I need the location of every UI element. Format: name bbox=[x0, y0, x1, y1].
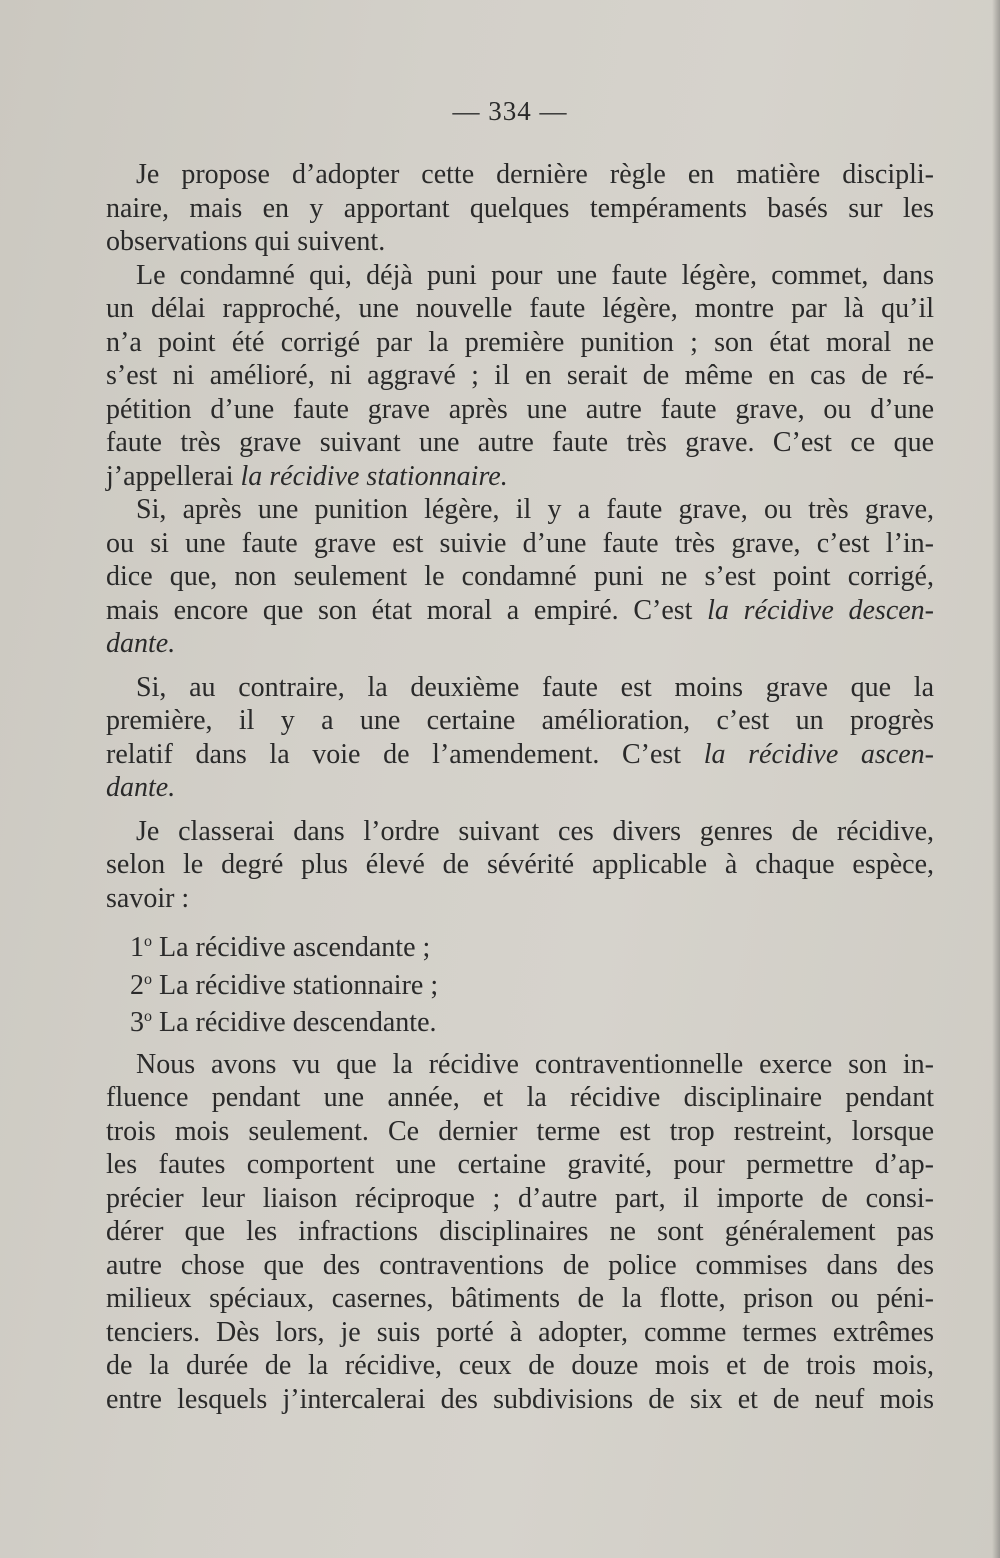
list-ordinal: o bbox=[144, 933, 152, 950]
list-text: La récidive ascendante ; bbox=[152, 932, 431, 963]
text-line: Nous avons vu que la récidive contraventionnelle exerce son in- bbox=[136, 1048, 934, 1080]
numbered-list bbox=[106, 925, 934, 1038]
text-fragment: j’appellerai bbox=[106, 460, 241, 492]
list-ordinal: o bbox=[144, 970, 152, 988]
paragraph-4 bbox=[106, 671, 934, 805]
text-line: précier leur liaison réciproque ; d’autre part, il importe de consi- bbox=[106, 1182, 934, 1214]
list-text: La récidive stationnaire ; bbox=[152, 969, 439, 1001]
paragraph-6 bbox=[106, 1048, 934, 1417]
text-line: première, il y a une certaine amélioration, c’est un progrès bbox=[106, 705, 934, 736]
paragraph-1 bbox=[106, 158, 934, 259]
text-line: tenciers. Dès lors, je suis porté à adopter, comme termes extrêmes bbox=[106, 1316, 934, 1348]
list-item bbox=[106, 963, 934, 1001]
text-line: selon le degré plus élevé de sévérité applicable à chaque espèce, bbox=[106, 849, 934, 880]
text-line: naire, mais en y apportant quelques tempéraments basés sur les bbox=[106, 192, 934, 224]
text-line: pétition d’une faute grave après une autre faute grave, ou d’une bbox=[106, 393, 934, 425]
text-line bbox=[106, 771, 934, 805]
list-number: 2 bbox=[130, 969, 144, 1001]
list-number: 1 bbox=[130, 932, 144, 963]
paragraph-3 bbox=[106, 493, 934, 661]
text-line: Si, après une punition légère, il y a faute grave, ou très grave, bbox=[136, 494, 934, 525]
text-line: Si, au contraire, la deuxième faute est moins grave que la bbox=[136, 671, 934, 703]
text-line: un délai rapproché, une nouvelle faute légère, montre par là qu’il bbox=[106, 293, 934, 324]
paragraph-5 bbox=[106, 815, 934, 916]
text-line: milieux spéciaux, casernes, bâtiments de la flotte, prison ou péni- bbox=[106, 1283, 934, 1314]
italic-term: la récidive ascen- bbox=[703, 738, 934, 770]
paragraph-2 bbox=[106, 259, 934, 494]
list-item bbox=[106, 925, 934, 963]
list-ordinal: o bbox=[144, 1008, 152, 1025]
page-number: — 334 — bbox=[452, 96, 568, 126]
list-item bbox=[106, 1000, 934, 1038]
text-line: ou si une faute grave est suivie d’une faute très grave, c’est l’in- bbox=[106, 527, 934, 559]
text-line: savoir : bbox=[106, 882, 190, 914]
text-line: Je classerai dans l’ordre suivant ces divers genres de récidive, bbox=[136, 815, 934, 847]
text-line: autre chose que des contraventions de police commises dans des bbox=[106, 1249, 934, 1281]
text-line bbox=[106, 738, 934, 772]
paragraph-gap bbox=[106, 915, 934, 925]
list-text: La récidive descendante. bbox=[152, 1007, 437, 1038]
text-line: observations qui suivent. bbox=[106, 226, 386, 257]
italic-term: la récidive stationnaire. bbox=[240, 460, 508, 492]
body-text bbox=[106, 158, 934, 1416]
text-line: s’est ni amélioré, ni aggravé ; il en serait de même en cas de ré- bbox=[106, 360, 934, 391]
text-line: dice que, non seulement le condamné puni ne s’est point corrigé, bbox=[106, 561, 934, 592]
paragraph-gap bbox=[106, 805, 934, 815]
text-line: Le condamné qui, déjà puni pour une faute légère, commet, dans bbox=[136, 259, 934, 291]
text-line bbox=[106, 627, 934, 661]
text-fragment: mais encore que son état moral a empiré. C’est bbox=[106, 594, 708, 626]
page-edge-shadow bbox=[992, 0, 1000, 1558]
text-line: de la durée de la récidive, ceux de douze mois et de trois mois, bbox=[106, 1350, 934, 1381]
text-line: entre lesquels j’intercalerai des subdivisions de six et de neuf mois bbox=[106, 1383, 934, 1415]
text-line: Je propose d’adopter cette dernière règle en matière discipli- bbox=[136, 159, 934, 190]
text-line: n’a point été corrigé par la première punition ; son état moral ne bbox=[106, 326, 934, 358]
list-number: 3 bbox=[130, 1007, 144, 1038]
text-line bbox=[106, 460, 934, 494]
text-line bbox=[106, 594, 934, 628]
text-line: dérer que les infractions disciplinaires ne sont généralement pas bbox=[106, 1216, 934, 1247]
italic-term: dante. bbox=[106, 772, 176, 803]
italic-term: dante. bbox=[106, 628, 176, 659]
text-fragment: relatif dans la voie de l’amendement. C’est bbox=[106, 738, 704, 770]
text-line: fluence pendant une année, et la récidive disciplinaire pendant bbox=[106, 1082, 934, 1113]
text-line: trois mois seulement. Ce dernier terme est trop restreint, lorsque bbox=[106, 1115, 934, 1147]
paragraph-gap bbox=[106, 661, 934, 671]
italic-term: la récidive descen- bbox=[707, 594, 934, 626]
text-line: faute très grave suivant une autre faute très grave. C’est ce que bbox=[106, 427, 934, 458]
text-line: les fautes comportent une certaine gravité, pour permettre d’ap- bbox=[106, 1149, 934, 1180]
